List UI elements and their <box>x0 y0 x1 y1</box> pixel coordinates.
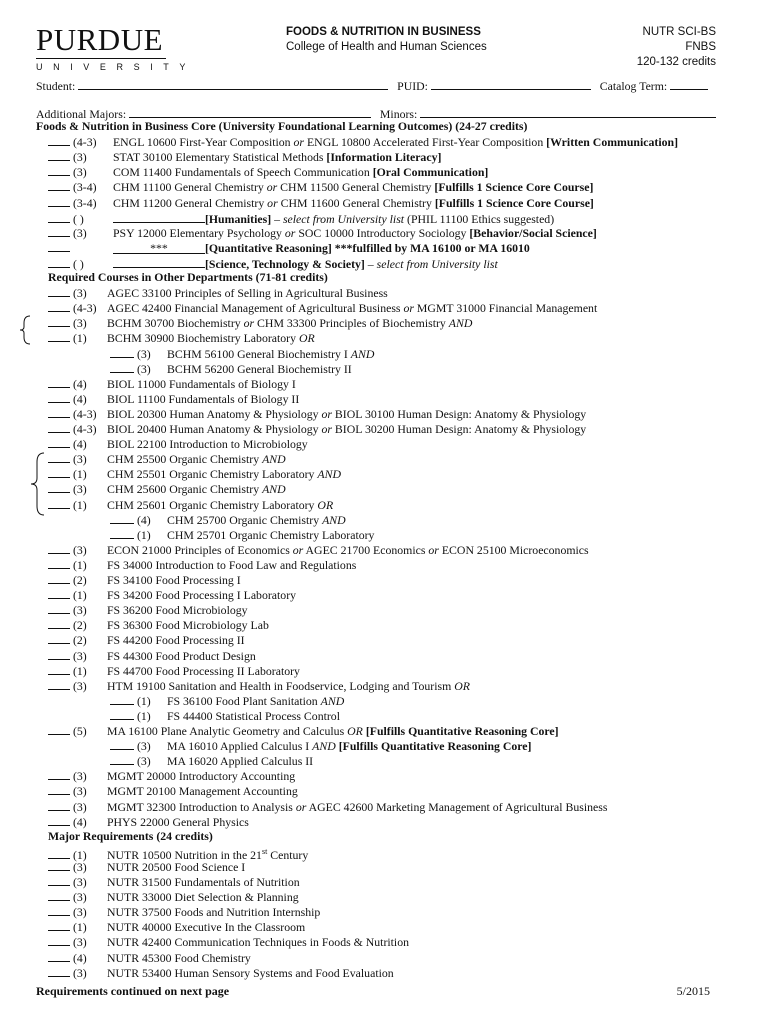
major-credits: (1) <box>72 847 87 862</box>
other-course: BCHM 30900 Biochemistry Laboratory OR <box>106 331 315 346</box>
other-checkbox-blank[interactable] <box>48 648 70 660</box>
other-checkbox-blank[interactable] <box>48 663 70 675</box>
student-field[interactable] <box>78 78 388 90</box>
other-checkbox-blank[interactable] <box>110 693 134 705</box>
other-course: FS 36100 Food Plant Sanitation AND <box>166 693 345 708</box>
other-checkbox-blank[interactable] <box>48 406 70 418</box>
other-credits: (1) <box>72 497 87 512</box>
core-course: PSY 12000 Elementary Psychology or SOC 10000 Introductory Sociology <box>112 225 470 240</box>
other-row <box>48 617 269 633</box>
core-note: – select from University list <box>271 211 405 226</box>
chm-brace-icon <box>28 452 46 516</box>
other-course: AGEC 42400 Financial Management of Agricultural Business or MGMT 31000 Financial Management <box>106 301 598 316</box>
other-course: MA 16020 Applied Calculus II <box>166 754 314 769</box>
core-row <box>48 164 488 180</box>
core-credits: (3) <box>72 150 87 165</box>
other-credits: (3) <box>72 316 87 331</box>
major-course-sup: st <box>261 846 268 856</box>
other-row <box>48 436 308 452</box>
core-tag: [Fulfills 1 Science Core Course] <box>434 195 594 210</box>
other-checkbox-blank[interactable] <box>110 527 134 539</box>
major-course: NUTR 53400 Human Sensory Systems and Food Evaluation <box>106 965 394 980</box>
major-row <box>48 904 320 920</box>
core-checkbox-blank[interactable] <box>48 256 70 268</box>
core-heading: Foods & Nutrition in Business Core (University Foundational Learning Outcomes) (24-27 credits) <box>36 119 528 133</box>
other-row <box>48 783 298 799</box>
other-credits: (3) <box>72 769 87 784</box>
other-course: CHM 25701 Organic Chemistry Laboratory <box>166 527 375 542</box>
other-row <box>48 330 315 346</box>
other-course: BCHM 56200 General Biochemistry II <box>166 361 352 376</box>
core-checkbox-blank[interactable] <box>48 134 70 146</box>
college-name: College of Health and Human Sciences <box>286 41 487 53</box>
other-checkbox-blank[interactable] <box>48 436 70 448</box>
other-credits: (2) <box>72 633 87 648</box>
other-checkbox-blank[interactable] <box>48 572 70 584</box>
other-credits: (3) <box>136 739 151 754</box>
other-course: FS 44200 Food Processing II <box>106 633 245 648</box>
other-row <box>48 315 472 331</box>
other-core-tag: [Fulfills Quantitative Reasoning Core] <box>338 739 532 754</box>
other-credits: (3) <box>72 784 87 799</box>
other-row <box>110 361 352 377</box>
major-credits: (3) <box>72 965 87 980</box>
other-checkbox-blank[interactable] <box>48 481 70 493</box>
other-heading: Required Courses in Other Departments (71-81 credits) <box>48 270 328 284</box>
other-course: MGMT 32300 Introduction to Analysis or AGEC 42600 Marketing Management of Agricultural Business <box>106 799 608 814</box>
core-tag: [Science, Technology & Society] <box>204 256 365 271</box>
major-course: NUTR 33000 Diet Selection & Planning <box>106 890 299 905</box>
other-row <box>48 799 607 815</box>
other-credits: (1) <box>136 693 151 708</box>
core-credits: (3) <box>72 165 87 180</box>
core-row <box>48 149 441 165</box>
other-credits: (4) <box>72 814 87 829</box>
other-checkbox-blank[interactable] <box>48 315 70 327</box>
other-row <box>48 451 286 467</box>
core-credits: (3-4) <box>72 180 97 195</box>
other-checkbox-blank[interactable] <box>48 376 70 388</box>
other-checkbox-blank[interactable] <box>48 632 70 644</box>
major-credits: (3) <box>72 935 87 950</box>
other-checkbox-blank[interactable] <box>48 451 70 463</box>
other-course: ECON 21000 Principles of Economics or AGEC 21700 Economics or ECON 25100 Microeconomics <box>106 542 589 557</box>
other-credits: (3) <box>136 361 151 376</box>
other-course: FS 44700 Food Processing II Laboratory <box>106 663 300 678</box>
other-course: FS 34000 Introduction to Food Law and Regulations <box>106 557 357 572</box>
other-credits: (3) <box>72 678 87 693</box>
other-credits: (1) <box>72 588 87 603</box>
other-checkbox-blank[interactable] <box>48 421 70 433</box>
major-checkbox-blank[interactable] <box>48 859 70 871</box>
other-row <box>48 632 245 648</box>
puid-field[interactable] <box>431 78 591 90</box>
other-checkbox-blank[interactable] <box>48 466 70 478</box>
other-checkbox-blank[interactable] <box>48 300 70 312</box>
other-checkbox-blank[interactable] <box>48 814 70 826</box>
core-row <box>48 240 530 256</box>
other-credits: (4) <box>72 376 87 391</box>
other-row <box>48 648 256 664</box>
other-course: BCHM 56100 General Biochemistry I AND <box>166 346 375 361</box>
other-credits: (1) <box>72 331 87 346</box>
other-credits: (3) <box>72 482 87 497</box>
major-credits: (3) <box>72 890 87 905</box>
student-line <box>36 78 708 94</box>
other-course: FS 44400 Statistical Process Control <box>166 708 340 723</box>
other-credits: (3) <box>72 452 87 467</box>
core-tag: [Fulfills 1 Science Core Course] <box>434 180 594 195</box>
core-checkbox-blank[interactable] <box>48 225 70 237</box>
other-row <box>48 587 296 603</box>
other-course: MGMT 20000 Introductory Accounting <box>106 769 296 784</box>
core-course: ENGL 10600 First-Year Composition or ENGL 10800 Accelerated First-Year Composition <box>112 135 547 150</box>
other-row <box>48 814 249 830</box>
program-credits: 120-132 credits <box>636 56 716 68</box>
other-checkbox-blank[interactable] <box>48 542 70 554</box>
continued-note: Requirements continued on next page <box>36 984 230 998</box>
other-row <box>110 512 346 528</box>
other-core-tag: [Fulfills Quantitative Reasoning Core] <box>365 724 559 738</box>
other-row <box>48 542 589 558</box>
major-heading: Major Requirements (24 credits) <box>48 828 213 843</box>
core-credits: ( ) <box>72 211 84 226</box>
core-note: – select from University list <box>364 256 498 271</box>
other-credits: (3) <box>136 754 151 769</box>
major-row <box>48 950 251 966</box>
other-row <box>110 708 340 724</box>
major-course: NUTR 37500 Foods and Nutrition Internship <box>106 905 321 920</box>
other-row <box>48 663 300 679</box>
other-credits: (3) <box>72 648 87 663</box>
core-credits: (3-4) <box>72 195 97 210</box>
major-checkbox-blank[interactable] <box>48 889 70 901</box>
other-course: BCHM 30700 Biochemistry or CHM 33300 Principles of Biochemistry AND <box>106 316 473 331</box>
other-checkbox-blank[interactable] <box>110 512 134 524</box>
other-credits: (4) <box>136 512 151 527</box>
major-row <box>48 965 394 981</box>
core-course: COM 11400 Fundamentals of Speech Communication <box>112 165 373 180</box>
major-checkbox-blank[interactable] <box>48 847 70 859</box>
other-checkbox-blank[interactable] <box>48 285 70 297</box>
other-row <box>110 738 531 754</box>
student-label: Student: <box>36 79 76 93</box>
other-course: MA 16010 Applied Calculus I AND <box>166 739 336 754</box>
other-row <box>110 527 374 543</box>
other-checkbox-blank[interactable] <box>110 753 134 765</box>
core-tag: [Behavior/Social Science] <box>469 225 597 240</box>
major-checkbox-blank[interactable] <box>48 965 70 977</box>
other-checkbox-blank[interactable] <box>48 587 70 599</box>
other-row <box>48 391 299 407</box>
additional-majors-label: Additional Majors: <box>36 107 127 121</box>
other-row <box>110 346 374 362</box>
logo-rule <box>36 58 166 59</box>
core-note-2: (PHIL 11100 Ethics suggested) <box>404 211 555 226</box>
document-title-block <box>286 25 487 55</box>
major-row <box>48 859 245 875</box>
other-course: CHM 25600 Organic Chemistry AND <box>106 482 286 497</box>
major-checkbox-blank[interactable] <box>48 919 70 931</box>
core-checkbox-blank[interactable] <box>48 149 70 161</box>
other-checkbox-blank[interactable] <box>110 738 134 750</box>
other-row <box>48 497 333 513</box>
core-tag: [Written Communication] <box>546 135 678 150</box>
core-credits: (4-3) <box>72 135 97 150</box>
program-abbr: FNBS <box>685 41 716 53</box>
other-credits: (4) <box>72 391 87 406</box>
core-row <box>48 195 594 211</box>
other-row <box>48 466 341 482</box>
major-checkbox-blank[interactable] <box>48 950 70 962</box>
other-row <box>48 768 295 784</box>
other-course: MGMT 20100 Management Accounting <box>106 784 298 799</box>
other-course: BIOL 11000 Fundamentals of Biology I <box>106 376 296 391</box>
other-course: BIOL 20400 Human Anatomy & Physiology or BIOL 30200 Human Design: Anatomy & Physiology <box>106 422 587 436</box>
other-row <box>48 406 586 422</box>
other-credits: (1) <box>72 557 87 572</box>
core-credits: ( ) <box>72 256 84 271</box>
major-credits: (3) <box>72 875 87 889</box>
logo-wordmark: PURDUE <box>36 22 164 57</box>
other-credits: (4) <box>72 437 87 452</box>
revision-date: 5/2015 <box>676 984 710 998</box>
other-checkbox-blank[interactable] <box>48 768 70 780</box>
core-course: CHM 11100 General Chemistry or CHM 11500 General Chemistry <box>112 180 435 195</box>
other-course: BIOL 20300 Human Anatomy & Physiology or BIOL 30100 Human Design: Anatomy & Physiology <box>106 406 587 421</box>
other-credits: (3) <box>72 542 87 557</box>
other-checkbox-blank[interactable] <box>48 783 70 795</box>
major-course: NUTR 31500 Fundamentals of Nutrition <box>106 875 300 889</box>
core-checkbox-blank[interactable] <box>48 179 70 191</box>
core-row <box>48 134 678 150</box>
core-checkbox-blank[interactable] <box>48 240 70 252</box>
other-row <box>48 481 286 497</box>
other-checkbox-blank[interactable] <box>48 799 70 811</box>
logo-subtitle: UNIVERSITY <box>36 62 197 72</box>
core-course-fill[interactable] <box>113 255 205 268</box>
program-code-block <box>637 25 716 70</box>
program-code: NUTR SCI-BS <box>642 26 716 38</box>
bchm-brace-icon <box>18 315 32 345</box>
major-credits: (4) <box>72 950 87 965</box>
other-row <box>110 753 313 769</box>
core-course: CHM 11200 General Chemistry or CHM 11600 General Chemistry <box>112 195 435 210</box>
other-credits: (1) <box>136 708 151 723</box>
other-row <box>48 421 586 437</box>
other-course: CHM 25700 Organic Chemistry AND <box>166 512 346 527</box>
puid-label: PUID: <box>397 79 428 93</box>
other-credits: (3) <box>136 346 151 361</box>
other-checkbox-blank[interactable] <box>48 330 70 342</box>
minors-field[interactable] <box>420 106 716 118</box>
core-course-fill[interactable] <box>113 210 205 223</box>
core-course-marker: *** <box>150 240 168 255</box>
other-row <box>48 376 296 392</box>
major-course: NUTR 10500 Nutrition in the 21 <box>106 847 262 862</box>
core-course-fill[interactable] <box>113 241 205 254</box>
other-course: BIOL 11100 Fundamentals of Biology II <box>106 391 300 406</box>
core-row <box>48 179 593 195</box>
other-course: HTM 19100 Sanitation and Health in Foodservice, Lodging and Tourism OR <box>106 678 470 693</box>
other-row <box>110 693 344 709</box>
other-row <box>48 557 356 573</box>
other-row <box>48 300 597 316</box>
major-checkbox-blank[interactable] <box>48 904 70 916</box>
other-course: FS 44300 Food Product Design <box>106 648 256 663</box>
other-course: CHM 25601 Organic Chemistry Laboratory OR <box>106 497 334 512</box>
other-row <box>48 723 559 739</box>
major-checkbox-blank[interactable] <box>48 874 70 886</box>
core-checkbox-blank[interactable] <box>48 211 70 223</box>
other-row <box>48 285 388 301</box>
other-credits: (3) <box>72 603 87 618</box>
other-checkbox-blank[interactable] <box>110 361 134 373</box>
major-course: NUTR 20500 Food Science I <box>106 859 246 874</box>
major-credits: (3) <box>72 859 87 874</box>
other-credits: (2) <box>72 618 87 633</box>
other-credits: (4-3) <box>72 422 97 436</box>
other-course: BIOL 22100 Introduction to Microbiology <box>106 437 308 452</box>
other-row <box>48 602 248 618</box>
other-course: CHM 25500 Organic Chemistry AND <box>106 452 286 467</box>
other-credits: (5) <box>72 724 87 738</box>
major-credits: (3) <box>72 905 87 920</box>
other-course: FS 36200 Food Microbiology <box>106 603 248 618</box>
other-checkbox-blank[interactable] <box>48 497 70 509</box>
major-course: NUTR 42400 Communication Techniques in Foods & Nutrition <box>106 935 410 950</box>
program-title: FOODS & NUTRITION IN BUSINESS <box>286 26 481 38</box>
major-row <box>48 874 300 890</box>
major-row <box>48 889 299 905</box>
other-course: FS 34100 Food Processing I <box>106 573 241 587</box>
other-course: FS 34200 Food Processing I Laboratory <box>106 588 297 603</box>
core-tag: [Information Literacy] <box>326 150 442 165</box>
other-checkbox-blank[interactable] <box>48 723 70 735</box>
major-row <box>48 934 409 950</box>
other-credits: (1) <box>72 663 87 678</box>
core-tag: [Quantitative Reasoning] <box>204 240 332 255</box>
major-course: NUTR 40000 Executive In the Classroom <box>106 920 306 935</box>
other-credits: (1) <box>136 527 151 542</box>
other-credits: (1) <box>72 467 87 482</box>
other-credits: (4-3) <box>72 301 97 316</box>
other-course: MA 16100 Plane Analytic Geometry and Calculus OR <box>106 724 363 738</box>
core-checkbox-blank[interactable] <box>48 164 70 176</box>
major-course-suffix: Century <box>267 847 309 862</box>
major-course: NUTR 45300 Food Chemistry <box>106 950 251 965</box>
minors-label: Minors: <box>379 107 418 121</box>
core-course: STAT 30100 Elementary Statistical Methods <box>112 150 327 165</box>
other-course: CHM 25501 Organic Chemistry Laboratory AND <box>106 467 342 482</box>
major-row <box>48 919 305 935</box>
other-checkbox-blank[interactable] <box>110 346 134 358</box>
other-credits: (4-3) <box>72 406 97 421</box>
other-checkbox-blank[interactable] <box>48 391 70 403</box>
purdue-logo <box>36 24 196 72</box>
other-credits: (3) <box>72 799 87 814</box>
other-checkbox-blank[interactable] <box>110 708 134 720</box>
other-checkbox-blank[interactable] <box>48 617 70 629</box>
major-credits: (1) <box>72 920 87 935</box>
other-credits: (2) <box>72 573 87 587</box>
other-row <box>48 572 241 588</box>
additional-majors-field[interactable] <box>129 106 371 118</box>
other-row <box>48 678 470 694</box>
core-row <box>48 225 597 241</box>
other-checkbox-blank[interactable] <box>48 678 70 690</box>
major-checkbox-blank[interactable] <box>48 934 70 946</box>
other-checkbox-blank[interactable] <box>48 602 70 614</box>
other-course: FS 36300 Food Microbiology Lab <box>106 618 269 633</box>
core-tag: [Oral Communication] <box>372 165 489 180</box>
other-credits: (3) <box>72 286 87 301</box>
other-checkbox-blank[interactable] <box>48 557 70 569</box>
core-tag: [Humanities] <box>204 211 272 226</box>
other-course: PHYS 22000 General Physics <box>106 814 249 829</box>
catalog-term-label: Catalog Term: <box>599 79 668 93</box>
catalog-term-field[interactable] <box>670 78 708 90</box>
other-course: AGEC 33100 Principles of Selling in Agricultural Business <box>106 286 388 301</box>
core-note: ***fulfilled by MA 16100 or MA 16010 <box>331 240 530 255</box>
core-credits: (3) <box>72 225 87 240</box>
core-checkbox-blank[interactable] <box>48 195 70 207</box>
